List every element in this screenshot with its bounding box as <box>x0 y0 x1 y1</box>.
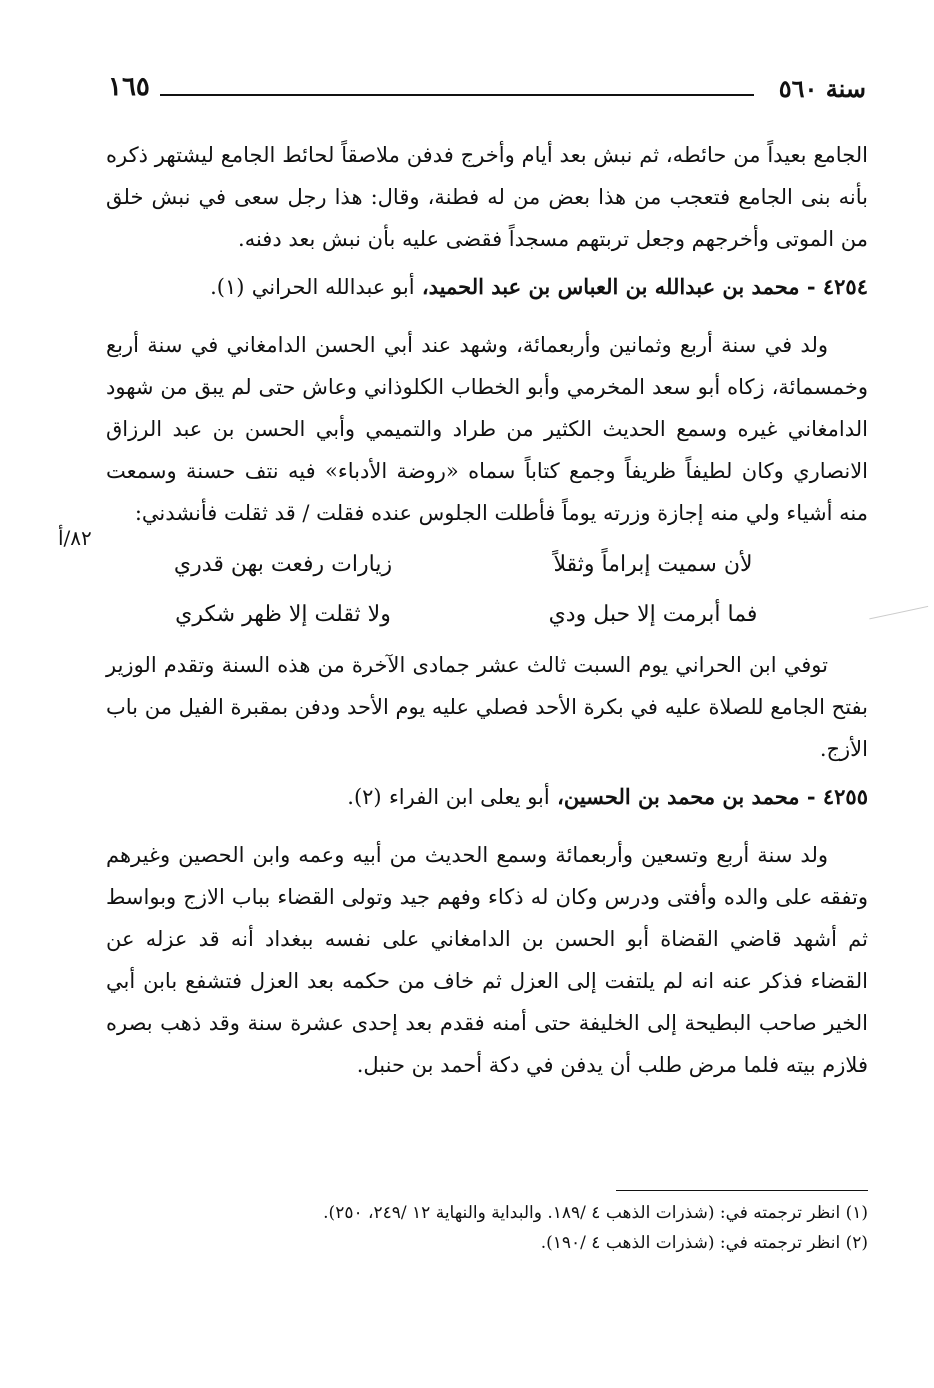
footnote: (٢) انظر ترجمته في: (شذرات الذهب ٤ /١٩٠). <box>540 1233 868 1253</box>
paragraph <box>106 834 868 1086</box>
footnotes <box>106 1198 868 1258</box>
paragraph-text: ولد في سنة أربع وثمانين وأربعمائة، وشهد عند أبي الحسن الدامغاني في سنة أربع وخمسمائة، زكاه أبو سعد المخرمي وأبو الخطاب الكلوذاني وعاش حتى لم يبق من شهود الدامغاني غيره وسمع الحديث الكثير من طراد والتميمي وأبي الحسن بن عبد الرزاق الانصاري وكان لطيفاً ظريفاً وجمع كتاباً سماه «روضة الأدباء» فيه نتف حسنة وسمعت منه أشياء ولي منه إجازة وزرته يوماً فأطلت الجلوس عنده فقلت / قد ثقلت فأنشدني: <box>106 333 868 525</box>
entry-name: محمد بن عبدالله بن العباس بن عبد الحميد، <box>421 274 800 299</box>
paragraph-text: الجامع بعيداً من حائطه، ثم نبش بعد أيام وأخرج فدفن ملاصقاً لحائط الجامع ليشتهر ذكره بأنه بنى الجامع فتعجب من هذا بعض من له فطنة، وقال: هذا رجل سعى في نبش خلق من الموتى وأخرجهم وجعل تربتهم مسجداً فقضى عليه بأن نبش بعد دفنه. <box>106 143 868 251</box>
poem-line <box>106 540 808 590</box>
footnote-ref: (٢). <box>347 785 382 809</box>
running-title: سنة ٥٦٠ <box>778 74 866 103</box>
footnote-divider <box>616 1190 868 1191</box>
entry-kunya: أبو يعلى ابن الفراء <box>388 785 550 809</box>
page-number: ١٦٥ <box>108 72 150 102</box>
scan-mark <box>869 606 930 631</box>
poem-line <box>106 590 808 640</box>
footnote-ref: (١). <box>210 275 245 299</box>
paragraph <box>106 644 868 770</box>
header-rule <box>160 94 754 96</box>
poem-hemistich: زيارات رفعت بهن قدري <box>173 552 393 577</box>
entry-heading <box>106 776 868 818</box>
poem-hemistich: فما أبرمت إلا حبل ودي <box>548 602 758 627</box>
entry-heading <box>106 266 868 308</box>
poem <box>106 540 868 640</box>
footnote: (١) انظر ترجمته في: (شذرات الذهب ٤ /١٨٩. والبداية والنهاية ١٢ /٢٤٩، ٢٥٠). <box>323 1203 868 1223</box>
paragraph <box>106 324 868 534</box>
paragraph <box>106 134 868 260</box>
poem-hemistich: لأن سميت إبراماً وثقلاً <box>553 552 753 577</box>
entry-number: ٤٢٥٤ - <box>806 274 868 299</box>
page-header <box>108 70 866 110</box>
paragraph-text: ولد سنة أربع وتسعين وأربعمائة وسمع الحديث من أبيه وعمه وابن الحصين وغيرهم وتفقه على والده وأفتى ودرس وكان له ذكاء وفهم جيد وتولى القضاء بباب الازج وبواسط ثم أشهد قاضي القضاة أبو الحسن بن الدامغاني على نفسه ببغداد أنه قد عزله عن القضاء فذكر عنه انه لم يلتفت إلى العزل ثم خاف من حكمه بعد العزل فتشفع بابن أبي الخير صاحب البطيحة إلى الخليفة حتى أمنه فقدم بعد إحدى عشرة سنة وقد ذهب بصره فلازم بيته فلما مرض طلب أن يدفن في دكة أحمد بن حنبل. <box>106 843 868 1077</box>
entry-name: محمد بن محمد بن الحسين، <box>557 784 800 809</box>
main-text <box>106 134 868 1086</box>
paragraph-text: توفي ابن الحراني يوم السبت ثالث عشر جمادى الآخرة من هذه السنة وتقدم الوزير بفتح الجامع للصلاة عليه في بكرة الأحد فصلي عليه يوم الأحد ودفن بمقبرة الفيل من باب الأزج. <box>106 653 868 761</box>
poem-hemistich: ولا ثقلت إلا ظهر شكري <box>175 602 391 627</box>
margin-folio-note: ٨٢/أ <box>58 526 92 550</box>
entry-kunya: أبو عبدالله الحراني <box>251 275 415 299</box>
entry-number: ٤٢٥٥ - <box>806 784 868 809</box>
